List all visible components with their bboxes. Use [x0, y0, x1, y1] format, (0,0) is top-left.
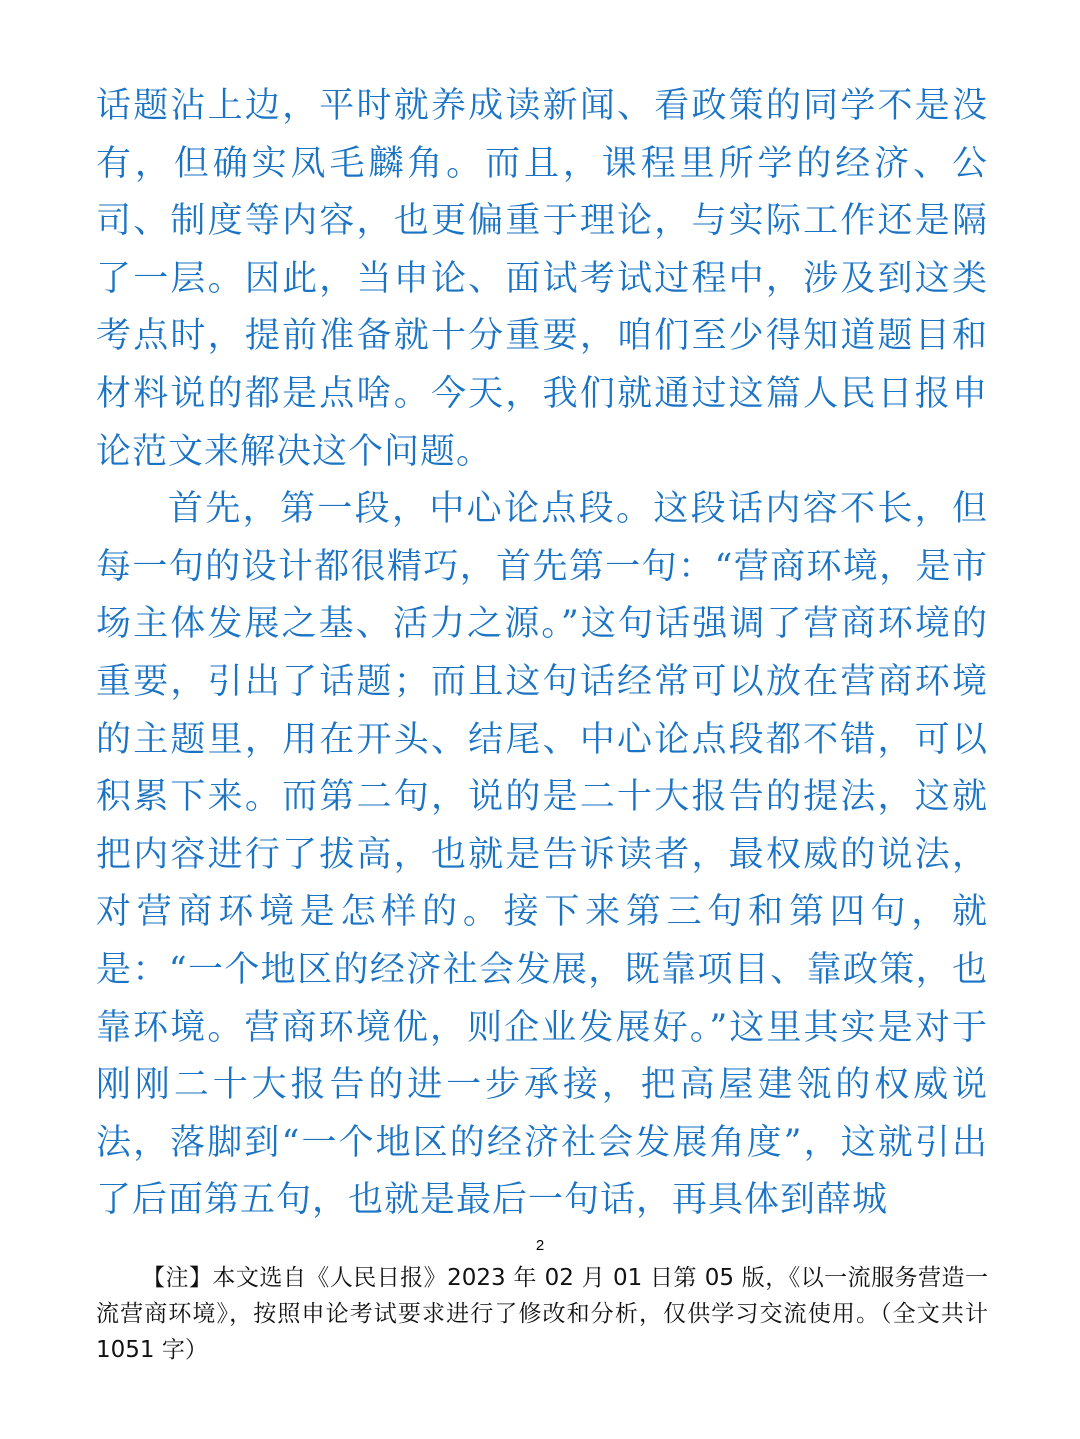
- paragraph-continued: 话题沾上边，平时就养成读新闻、看政策的同学不是没有，但确实凤毛麟角。而且，课程里所学的经济、公司、制度等内容，也更偏重于理论，与实际工作还是隔了一层。因此，当申论、面试考试过程中，涉及到这类考点时，提前准备就十分重要，咱们至少得知道题目和材料说的都是点啥。今天，我们就通过这篇人民日报申论范文来解决这个问题。: [96, 86, 988, 472]
- page-number: 2: [535, 1237, 545, 1254]
- body-text: [96, 78, 988, 1230]
- paragraph-first-section-analysis: 首先，第一段，中心论点段。这段话内容不长，但每一句的设计都很精巧，首先第一句：“营商环境，是市场主体发展之基、活力之源。”这句话强调了营商环境的重要，引出了话题；而且这句话经常可以放在营商环境的主题里，用在开头、结尾、中心论点段都不错，可以积累下来。而第二句，说的是二十大报告的提法，这就把内容进行了拔高，也就是告诉读者，最权威的说法，对营商环境是怎样的。接下来第三句和第四句，就是：“一个地区的经济社会发展，既靠项目、靠政策，也靠环境。营商环境优，则企业发展好。”这里其实是对于刚刚二十大报告的进一步承接，把高屋建瓴的权威说法，落脚到“一个地区的经济社会发展角度”，这就引出了后面第五句，也就是最后一句话，再具体到薛城: [96, 489, 988, 1221]
- footnote: 【注】本文选自《人民日报》2023 年 02 月 01 日第 05 版，《以一流服务营造一流营商环境》，按照申论考试要求进行了修改和分析，仅供学习交流使用。（全文共计 1051 字）: [96, 1265, 988, 1363]
